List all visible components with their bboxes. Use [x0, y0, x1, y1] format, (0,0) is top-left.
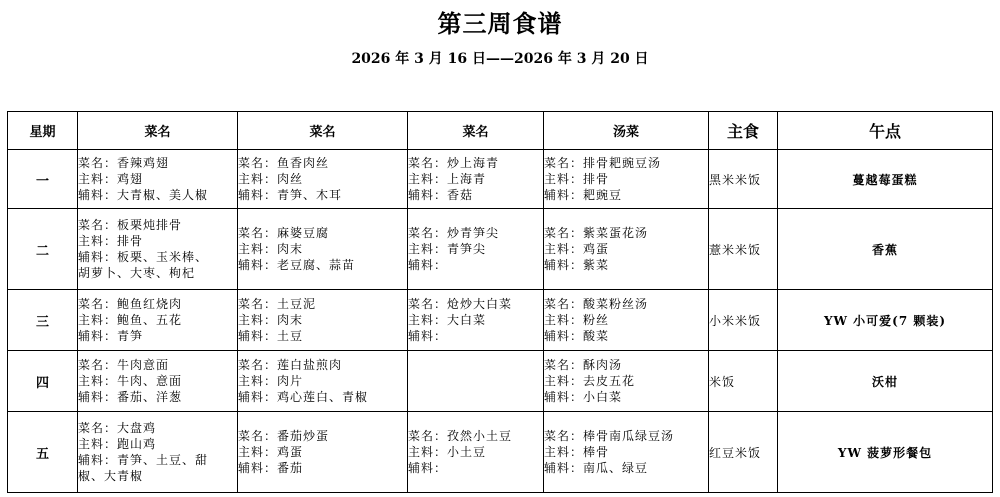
dish-name: 菜名：炒青笋尖 — [408, 226, 500, 240]
dish-name: 菜名：大盘鸡 — [78, 421, 157, 435]
dish-name: 菜名：土豆泥 — [238, 297, 317, 311]
main-ingredient: 主料：上海青 — [408, 172, 487, 186]
dish-name: 菜名：酥肉汤 — [544, 358, 623, 372]
header-staple: 主食 — [709, 112, 778, 150]
dish-name: 菜名：牛肉意面 — [78, 358, 170, 372]
table-row — [8, 209, 993, 290]
side-ingredient: 椒、大青椒 — [78, 469, 144, 483]
table-row — [8, 150, 993, 209]
soup-cell — [544, 209, 709, 290]
dish-name: 菜名：鱼香肉丝 — [238, 156, 330, 170]
dish-name: 菜名：番茄炒蛋 — [238, 429, 330, 443]
side-ingredient: 辅料：鸡心莲白、青椒 — [238, 390, 369, 404]
main-ingredient: 主料：鲍鱼、五花 — [78, 313, 183, 327]
main-ingredient: 主料：跑山鸡 — [78, 437, 157, 451]
weekday-cell: 四 — [8, 351, 78, 412]
dish-name: 菜名：酸菜粉丝汤 — [544, 297, 649, 311]
header-dish-3: 菜名 — [408, 112, 544, 150]
dish-name: 菜名：莲白盐煎肉 — [238, 358, 343, 372]
side-ingredient: 辅料： — [408, 461, 448, 475]
side-ingredient: 辅料：酸菜 — [544, 329, 610, 343]
weekly-menu-table — [7, 111, 993, 493]
dish-cell — [408, 351, 544, 412]
dish-cell — [408, 150, 544, 209]
main-ingredient: 主料：青笋尖 — [408, 242, 487, 256]
main-ingredient: 主料：肉末 — [238, 242, 304, 256]
staple-cell: 薏米米饭 — [709, 209, 778, 290]
side-ingredient: 辅料：大青椒、美人椒 — [78, 188, 209, 202]
side-ingredient: 辅料：番茄、洋葱 — [78, 390, 183, 404]
main-ingredient: 主料：粉丝 — [544, 313, 610, 327]
dish-cell — [78, 209, 238, 290]
main-ingredient: 主料：肉末 — [238, 313, 304, 327]
soup-cell — [544, 290, 709, 351]
side-ingredient: 辅料：番茄 — [238, 461, 304, 475]
page-title: 第三周食谱 — [437, 9, 563, 38]
header-soup: 汤菜 — [544, 112, 709, 150]
weekday-cell: 一 — [8, 150, 78, 209]
dish-name: 菜名：香辣鸡翅 — [78, 156, 170, 170]
date-range: 2026 年 3 月 16 日——2026 年 3 月 20 日 — [351, 51, 649, 67]
table-row — [8, 351, 993, 412]
main-ingredient: 主料：肉片 — [238, 374, 304, 388]
dish-cell — [238, 290, 408, 351]
staple-cell: 红豆米饭 — [709, 412, 778, 493]
dish-cell — [408, 290, 544, 351]
snack-cell: YW 菠萝形餐包 — [778, 412, 993, 493]
dish-name: 菜名：孜然小土豆 — [408, 429, 513, 443]
dish-cell — [78, 412, 238, 493]
side-ingredient: 辅料：紫菜 — [544, 258, 610, 272]
side-ingredient: 辅料：小白菜 — [544, 390, 623, 404]
soup-cell — [544, 412, 709, 493]
header-weekday: 星期 — [8, 112, 78, 150]
dish-name: 菜名：紫菜蛋花汤 — [544, 226, 649, 240]
header-row — [8, 112, 993, 150]
snack-cell: 蔓越莓蛋糕 — [778, 150, 993, 209]
dish-cell — [238, 351, 408, 412]
dish-cell — [238, 412, 408, 493]
dish-name: 菜名：鲍鱼红烧肉 — [78, 297, 183, 311]
main-ingredient: 主料：鸡翅 — [78, 172, 144, 186]
dish-name: 菜名：炒上海青 — [408, 156, 500, 170]
main-ingredient: 主料：鸡蛋 — [544, 242, 610, 256]
side-ingredient: 辅料：香菇 — [408, 188, 474, 202]
main-ingredient: 主料：肉丝 — [238, 172, 304, 186]
dish-name: 菜名：炝炒大白菜 — [408, 297, 513, 311]
dish-cell — [408, 209, 544, 290]
main-ingredient: 主料：去皮五花 — [544, 374, 636, 388]
snack-cell: 沃柑 — [778, 351, 993, 412]
dish-cell — [78, 150, 238, 209]
dish-cell — [408, 412, 544, 493]
dish-cell — [78, 290, 238, 351]
dish-cell — [238, 209, 408, 290]
side-ingredient: 辅料：土豆 — [238, 329, 304, 343]
soup-cell — [544, 351, 709, 412]
header-dish-2: 菜名 — [238, 112, 408, 150]
weekday-cell: 三 — [8, 290, 78, 351]
side-ingredient: 辅料：南瓜、绿豆 — [544, 461, 649, 475]
main-ingredient: 主料：牛肉、意面 — [78, 374, 183, 388]
side-ingredient: 辅料：板栗、玉米棒、 — [78, 250, 209, 264]
side-ingredient: 辅料：青笋 — [78, 329, 144, 343]
dish-name: 菜名：板栗炖排骨 — [78, 218, 183, 232]
header-dish-1: 菜名 — [78, 112, 238, 150]
side-ingredient: 辅料： — [408, 258, 448, 272]
side-ingredient: 辅料：青笋、木耳 — [238, 188, 343, 202]
staple-cell: 小米米饭 — [709, 290, 778, 351]
main-ingredient: 主料：排骨 — [544, 172, 610, 186]
main-ingredient: 主料：大白菜 — [408, 313, 487, 327]
main-ingredient: 主料：棒骨 — [544, 445, 610, 459]
dish-name: 菜名：麻婆豆腐 — [238, 226, 330, 240]
table-row — [8, 290, 993, 351]
snack-cell: YW 小可爱(7 颗装) — [778, 290, 993, 351]
side-ingredient: 辅料：青笋、土豆、甜 — [78, 453, 209, 467]
weekday-cell: 五 — [8, 412, 78, 493]
main-ingredient: 主料：排骨 — [78, 234, 144, 248]
side-ingredient: 胡萝卜、大枣、枸杞 — [78, 266, 196, 280]
dish-name: 菜名：棒骨南瓜绿豆汤 — [544, 429, 675, 443]
staple-cell: 米饭 — [709, 351, 778, 412]
header-snack: 午点 — [778, 112, 993, 150]
table-row — [8, 412, 993, 493]
side-ingredient: 辅料：耙豌豆 — [544, 188, 623, 202]
soup-cell — [544, 150, 709, 209]
side-ingredient: 辅料： — [408, 329, 448, 343]
main-ingredient: 主料：小土豆 — [408, 445, 487, 459]
side-ingredient: 辅料：老豆腐、蒜苗 — [238, 258, 356, 272]
dish-cell — [238, 150, 408, 209]
main-ingredient: 主料：鸡蛋 — [238, 445, 304, 459]
staple-cell: 黑米米饭 — [709, 150, 778, 209]
weekday-cell: 二 — [8, 209, 78, 290]
snack-cell: 香蕉 — [778, 209, 993, 290]
dish-name: 菜名：排骨耙豌豆汤 — [544, 156, 662, 170]
dish-cell — [78, 351, 238, 412]
